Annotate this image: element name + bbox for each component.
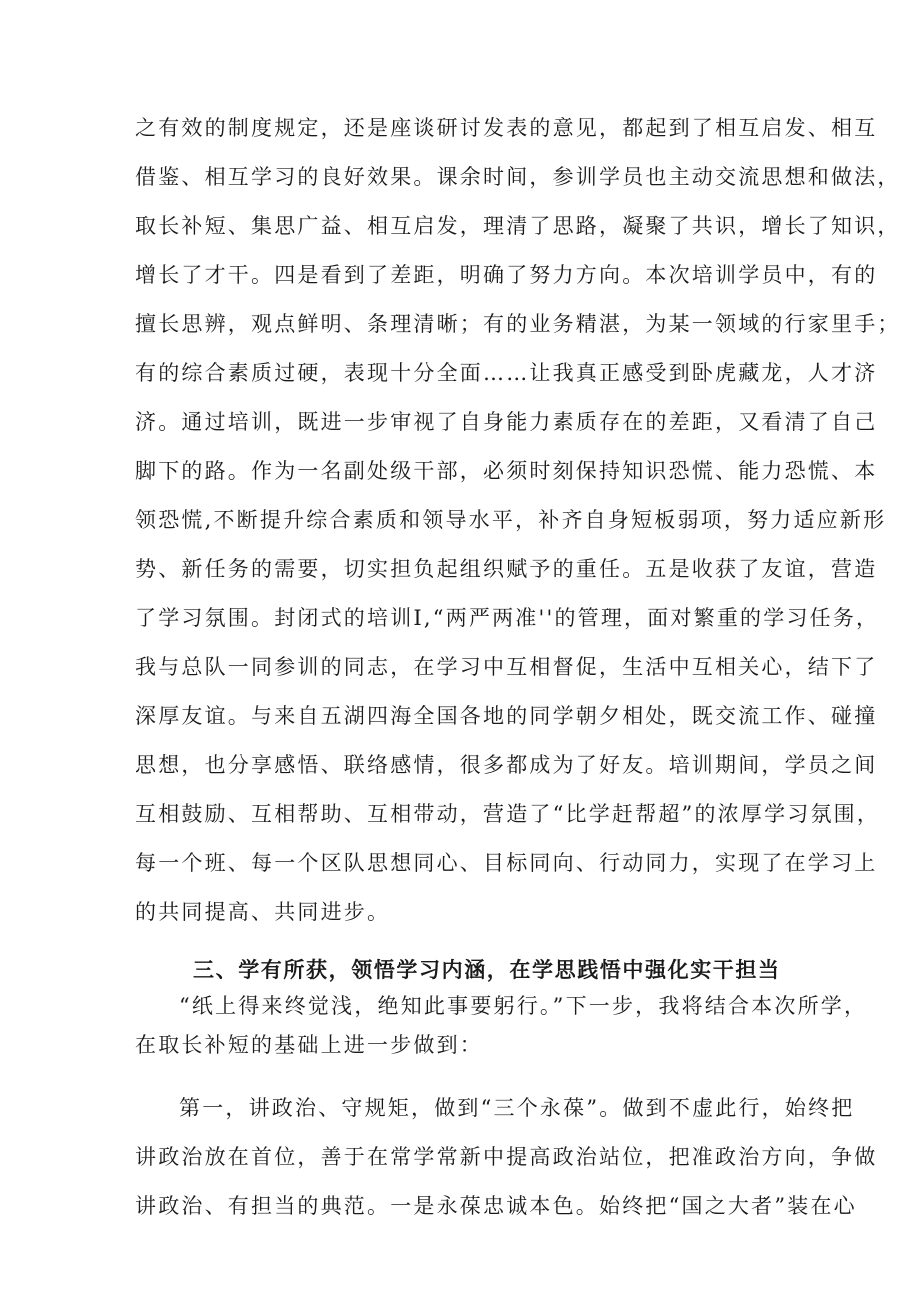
paragraph-1-line-4: 增长了才干。四是看到了差距，明确了努力方向。本次培训学员中，有的 [135, 263, 878, 287]
paragraph-1-line-8: 脚下的路。作为一名副处级干部，必须时刻保持知识恐慌、能力恐慌、本 [135, 459, 878, 483]
paragraph-1-line-1: 之有效的制度规定，还是座谈研讨发表的意见，都起到了相互启发、相互 [135, 116, 878, 140]
paragraph-1-line-9: 领恐慌,不断提升综合素质和领导水平，补齐自身短板弱项，努力适应新形 [135, 508, 887, 532]
paragraph-3-line-2: 讲政治放在首位，善于在常学常新中提高政治站位，把准政治方向，争做 [135, 1145, 878, 1169]
paragraph-1-line-6: 有的综合素质过硬，表现十分全面……让我真正感受到卧虎藏龙，人才济 [135, 361, 878, 385]
paragraph-3-line-3: 讲政治、有担当的典范。一是永葆忠诚本色。始终把“国之大者”装在心 [135, 1194, 857, 1218]
paragraph-1-line-15: 互相鼓励、互相帮助、互相带动，营造了“比学赶帮超”的浓厚学习氛围， [135, 802, 881, 826]
paragraph-1-line-10: 势、新任务的需要，切实担负起组织赋予的重任。五是收获了友谊，营造 [135, 557, 878, 581]
paragraph-3-line-1: 第一，讲政治、守规矩，做到“三个永葆”。做到不虚此行，始终把 [179, 1096, 855, 1120]
paragraph-1-line-5: 擅长思辨，观点鲜明、条理清晰；有的业务精湛，为某一领域的行家里手； [135, 312, 901, 336]
section-heading: 三、学有所获，领悟学习内涵，在学思践悟中强化实干担当 [193, 957, 781, 982]
paragraph-1-line-12: 我与总队一同参训的同志，在学习中互相督促，生活中互相关心，结下了 [135, 655, 878, 679]
paragraph-1-line-3: 取长补短、集思广益、相互启发，理清了思路，凝聚了共识，增长了知识， [135, 214, 901, 238]
paragraph-1-line-7: 济。通过培训，既进一步审视了自身能力素质存在的差距，又看清了自己 [135, 410, 878, 434]
paragraph-1-line-13: 深厚友谊。与来自五湖四海全国各地的同学朝夕相处，既交流工作、碰撞 [135, 704, 878, 728]
paragraph-1-line-2: 借鉴、相互学习的良好效果。课余时间，参训学员也主动交流思想和做法， [135, 165, 901, 189]
paragraph-2-line-2: 在取长补短的基础上进一步做到： [135, 1033, 483, 1057]
paragraph-2-line-1: “纸上得来终觉浅，绝知此事要躬行。”下一步，我将结合本次所学， [179, 994, 868, 1018]
paragraph-1-line-17: 的共同提高、共同进步。 [135, 900, 391, 924]
paragraph-1-line-14: 思想，也分享感悟、联络感情，很多都成为了好友。培训期间，学员之间 [135, 753, 878, 777]
paragraph-1-line-11: 了学习氛围。封闭式的培训I,“两严两准''的管理，面对繁重的学习任务， [135, 606, 880, 630]
paragraph-1-line-16: 每一个班、每一个区队思想同心、目标同向、行动同力，实现了在学习上 [135, 851, 878, 875]
